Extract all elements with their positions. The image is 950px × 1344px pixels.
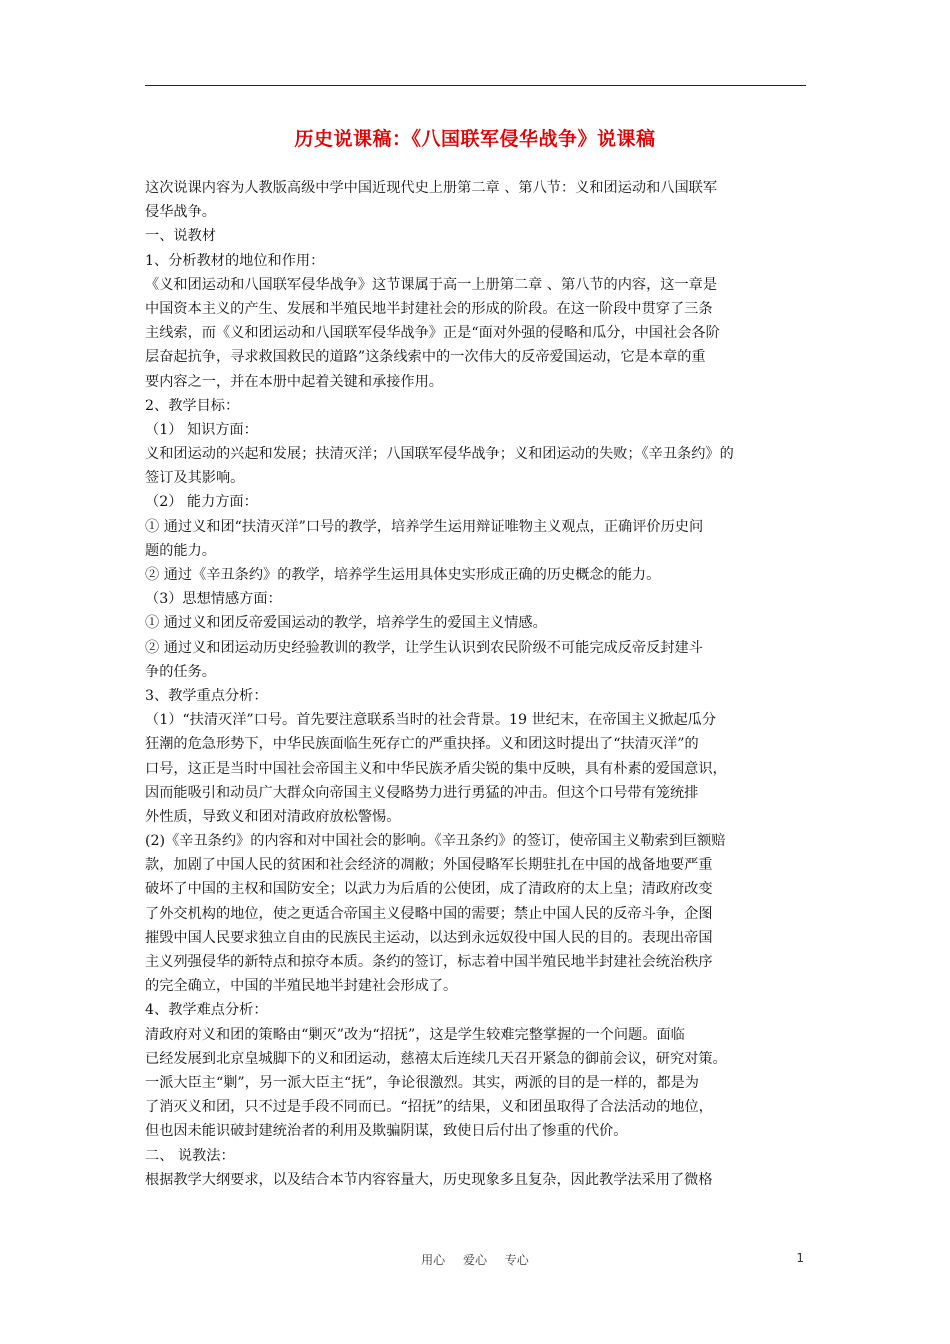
text-line: 要内容之一，并在本册中起着关键和承接作用。 <box>145 373 443 390</box>
text-line: 摧毁中国人民要求独立自由的民族民主运动，以达到永远奴役中国人民的目的。表现出帝国 <box>145 929 713 946</box>
text-line: 根据教学大纲要求，以及结合本节内容容量大，历史现象多且复杂，因此教学法采用了微格 <box>145 1171 713 1188</box>
text-line: 层奋起抗争，寻求救国救民的道路”这条线索中的一次伟大的反帝爱国运动，它是本章的重 <box>145 349 706 366</box>
text-line: 主义列强侵华的新特点和掠夺本质。条约的签订，标志着中国半殖民地半封建社会统治秩序 <box>145 954 713 970</box>
text-line: ① 通过义和团“扶清灭洋”口号的教学，培养学生运用辩证唯物主义观点，正确评价历史问 <box>145 518 704 535</box>
text-line: 1、分析教材的地位和作用： <box>145 252 325 269</box>
text-line: (2)《辛丑条约》的内容和对中国社会的影响。《辛丑条约》的签订，使帝国主义勒索到巨额赔 <box>145 833 726 850</box>
text-line: 因而能吸引和动员广大群众向帝国主义侵略势力进行勇猛的冲击。但这个口号带有笼统排 <box>145 784 699 801</box>
text-line: 了外交机构的地位，使之更适合帝国主义侵略中国的需要；禁止中国人民的反帝斗争，企图 <box>145 905 713 922</box>
page-footer <box>0 1251 950 1271</box>
text-line: ① 通过义和团反帝爱国运动的教学，培养学生的爱国主义情感。 <box>145 615 547 632</box>
text-line: ② 通过《辛丑条约》的教学，培养学生运用具体史实形成正确的历史概念的能力。 <box>145 567 661 583</box>
document-body <box>145 176 809 1192</box>
text-line: 一派大臣主“剿”，另一派大臣主“抚”，争论很激烈。其实，两派的目的是一样的，都是为 <box>145 1074 699 1091</box>
text-line: 一、说教材 <box>145 228 216 245</box>
header-rule <box>145 85 806 86</box>
footer-motto: 用心 爱心 专心 <box>421 1253 529 1267</box>
text-line: 清政府对义和团的策略由“剿灭”改为“招抚”，这是学生较难完整掌握的一个问题。面临 <box>145 1026 685 1043</box>
text-line: 破坏了中国的主权和国防安全；以武力为后盾的公使团，成了清政府的太上皇；清政府改变 <box>145 881 713 898</box>
text-line: 的完全确立，中国的半殖民地半封建社会形成了。 <box>145 978 458 995</box>
text-line: 已经发展到北京皇城脚下的义和团运动，慈禧太后连续几天召开紧急的御前会议，研究对策。 <box>145 1050 727 1067</box>
text-line: 外性质，导致义和团对清政府放松警惕。 <box>145 808 401 825</box>
text-line: 侵华战争。 <box>145 204 216 221</box>
text-line: 3、教学重点分析： <box>145 687 268 704</box>
page-number: 1 <box>796 1251 804 1265</box>
text-line: 口号，这正是当时中国社会帝国主义和中华民族矛盾尖锐的集中反映，具有朴素的爱国意识， <box>145 760 727 777</box>
text-line: 了消灭义和团，只不过是手段不同而已。“招抚”的结果，义和团虽取得了合法活动的地位， <box>145 1099 713 1116</box>
text-line: （2） 能力方面： <box>145 494 258 511</box>
text-line: ② 通过义和团运动历史经验教训的教学，让学生认识到农民阶级不可能完成反帝反封建斗 <box>145 639 703 656</box>
text-line: 中国资本主义的产生、发展和半殖民地半封建社会的形成的阶段。在这一阶段中贯穿了三条 <box>145 300 713 317</box>
text-line: 二、 说教法： <box>145 1147 235 1164</box>
text-line: 但也因未能识破封建统治者的利用及欺骗阴谋，致使日后付出了惨重的代价。 <box>145 1123 628 1140</box>
text-line: 4、教学难点分析： <box>145 1002 268 1019</box>
text-line: 这次说课内容为人教版高级中学中国近现代史上册第二章 、第八节：义和团运动和八国联军 <box>145 180 718 196</box>
text-line: 狂潮的危急形势下，中华民族面临生死存亡的严重抉择。义和团这时提出了“扶清灭洋”的 <box>145 736 699 753</box>
text-line: （3）思想情感方面： <box>145 591 282 608</box>
text-line: 争的任务。 <box>145 663 216 680</box>
text-line: 主线索，而《义和团运动和八国联军侵华战争》正是“面对外强的侵略和瓜分，中国社会各阶 <box>145 325 720 342</box>
text-line: 签订及其影响。 <box>145 470 245 487</box>
text-line: 题的能力。 <box>145 542 216 559</box>
text-line: （1） 知识方面： <box>145 421 258 438</box>
text-line: 2、教学目标： <box>145 397 240 414</box>
text-line: 款，加剧了中国人民的贫困和社会经济的凋敝；外国侵略军长期驻扎在中国的战备地要严重 <box>145 857 713 874</box>
text-line: 《义和团运动和八国联军侵华战争》这节课属于高一上册第二章 、第八节的内容，这一章是 <box>145 276 718 293</box>
document-title: 历史说课稿：《八国联军侵华战争》说课稿 <box>294 128 656 150</box>
text-line: （1）“扶清灭洋”口号。首先要注意联系当时的社会背景。19 世纪末，在帝国主义掀起瓜分 <box>145 712 717 729</box>
text-line: 义和团运动的兴起和发展；扶清灭洋；八国联军侵华战争；义和团运动的失败；《辛丑条约》的 <box>145 446 734 463</box>
